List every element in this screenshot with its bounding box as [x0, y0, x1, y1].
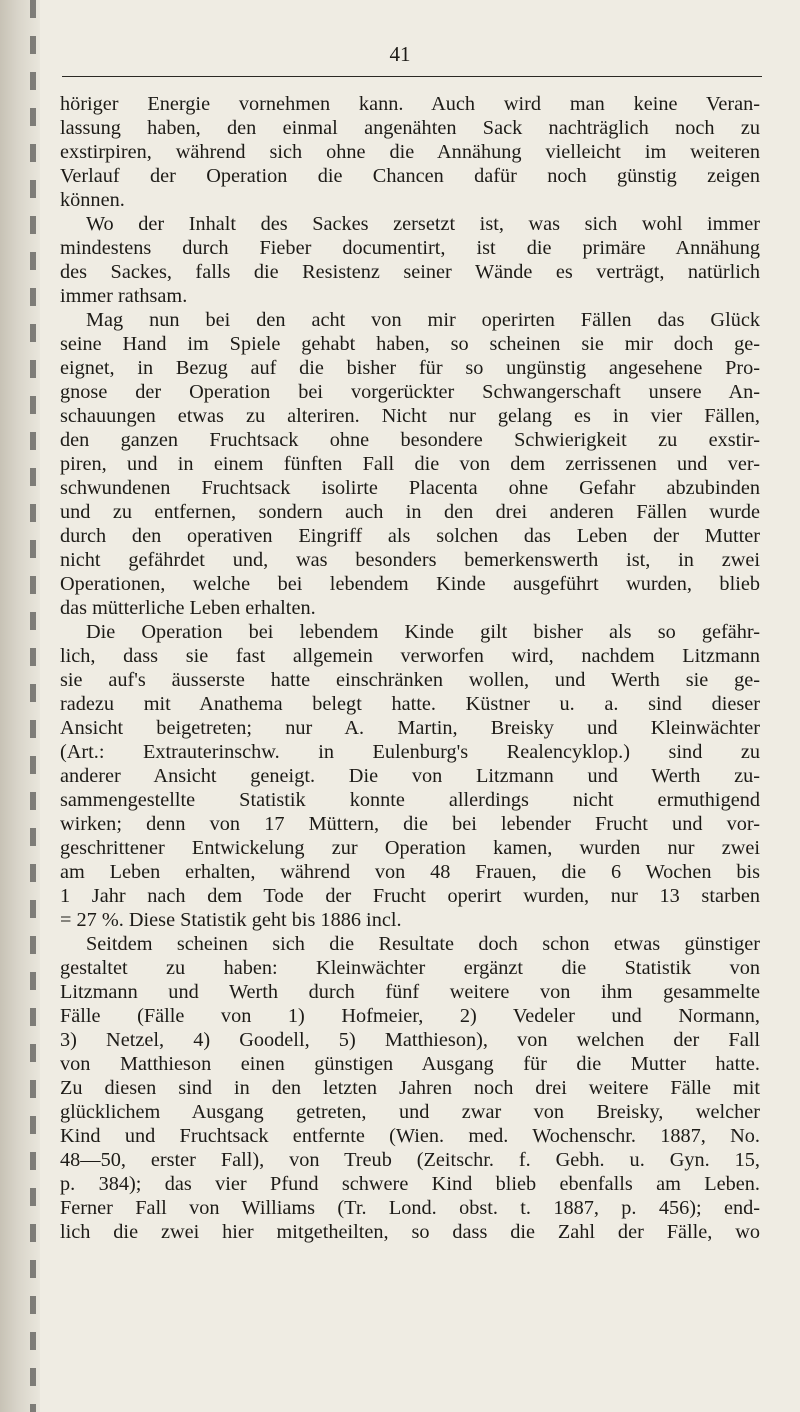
text-line: von Matthieson einen günstigen Ausgang für die Mutter hatte. [60, 1053, 760, 1075]
text-line: schwundenen Fruchtsack isolirte Placenta ohne Gefahr abzubinden [60, 477, 760, 499]
text-line: (Art.: Extrauterinschw. in Eulenburg's Realencyklop.) sind zu [60, 741, 760, 763]
text-line: Operationen, welche bei lebendem Kinde ausgeführt wurden, blieb [60, 573, 760, 595]
text-line: am Leben erhalten, während von 48 Frauen, die 6 Wochen bis [60, 861, 760, 883]
text-line: radezu mit Anathema belegt hatte. Küstner u. a. sind dieser [60, 693, 760, 715]
text-line: das mütterliche Leben erhalten. [60, 597, 316, 619]
text-line: können. [60, 189, 125, 211]
text-line: lassung haben, den einmal angenähten Sack nachträglich noch zu [60, 117, 760, 139]
text-line: höriger Energie vornehmen kann. Auch wird man keine Veran- [60, 93, 760, 115]
text-line: Verlauf der Operation die Chancen dafür noch günstig zeigen [60, 165, 760, 187]
page-binding-edge [0, 0, 40, 1412]
text-line: p. 384); das vier Pfund schwere Kind blieb ebenfalls am Leben. [60, 1173, 760, 1195]
text-line: glücklichem Ausgang getreten, und zwar von Breisky, welcher [60, 1101, 760, 1123]
text-line: durch den operativen Eingriff als solchen das Leben der Mutter [60, 525, 760, 547]
page-number: 41 [389, 42, 411, 66]
text-line: sammengestellte Statistik konnte allerdings nicht ermuthigend [60, 789, 760, 811]
body-text [60, 92, 760, 1244]
text-line: geschrittener Entwickelung zur Operation kamen, wurden nur zwei [60, 837, 760, 859]
text-line: Kind und Fruchtsack entfernte (Wien. med. Wochenschr. 1887, No. [60, 1125, 760, 1147]
text-line: Wo der Inhalt des Sackes zersetzt ist, was sich wohl immer [86, 213, 760, 235]
text-line: Die Operation bei lebendem Kinde gilt bisher als so gefähr- [86, 621, 760, 643]
text-line: immer rathsam. [60, 285, 188, 307]
text-line: 3) Netzel, 4) Goodell, 5) Matthieson), von welchen der Fall [60, 1029, 760, 1051]
header-rule [62, 76, 762, 77]
text-line: seine Hand im Spiele gehabt haben, so scheinen sie mir doch ge- [60, 333, 760, 355]
text-line: wirken; denn von 17 Müttern, die bei lebender Frucht und vor- [60, 813, 760, 835]
text-line: des Sackes, falls die Resistenz seiner Wände es verträgt, natürlich [60, 261, 760, 283]
text-line: Seitdem scheinen sich die Resultate doch schon etwas günstiger [86, 933, 760, 955]
text-line: nicht gefährdet und, was besonders bemerkenswerth ist, in zwei [60, 549, 760, 571]
text-line: eignet, in Bezug auf die bisher für so ungünstig angesehene Pro- [60, 357, 760, 379]
text-line: anderer Ansicht geneigt. Die von Litzmann und Werth zu- [60, 765, 760, 787]
text-line: sie auf's äusserste hatte einschränken wollen, und Werth sie ge- [60, 669, 760, 691]
text-line: gestaltet zu haben: Kleinwächter ergänzt die Statistik von [60, 957, 760, 979]
text-line: 48—50, erster Fall), von Treub (Zeitschr. f. Gebh. u. Gyn. 15, [60, 1149, 760, 1171]
text-line: Litzmann und Werth durch fünf weitere von ihm gesammelte [60, 981, 760, 1003]
text-line: Zu diesen sind in den letzten Jahren noch drei weitere Fälle mit [60, 1077, 760, 1099]
text-line: Ansicht beigetreten; nur A. Martin, Breisky und Kleinwächter [60, 717, 760, 739]
text-line: und zu entfernen, sondern auch in den drei anderen Fällen wurde [60, 501, 760, 523]
text-line: Mag nun bei den acht von mir operirten Fällen das Glück [86, 309, 760, 331]
text-line: lich die zwei hier mitgetheilten, so dass die Zahl der Fälle, wo [60, 1221, 760, 1243]
text-line: 1 Jahr nach dem Tode der Frucht operirt wurden, nur 13 starben [60, 885, 760, 907]
text-line: piren, und in einem fünften Fall die von dem zerrissenen und ver- [60, 453, 760, 475]
text-line: exstirpiren, während sich ohne die Annähung vielleicht im weiteren [60, 141, 760, 163]
text-line: schauungen etwas zu alteriren. Nicht nur gelang es in vier Fällen, [60, 405, 760, 427]
text-line: mindestens durch Fieber documentirt, ist die primäre Annähung [60, 237, 760, 259]
text-line: = 27 %. Diese Statistik geht bis 1886 incl. [60, 909, 402, 931]
text-line: Ferner Fall von Williams (Tr. Lond. obst. t. 1887, p. 456); end- [60, 1197, 760, 1219]
text-line: den ganzen Fruchtsack ohne besondere Schwierigkeit zu exstir- [60, 429, 760, 451]
text-line: lich, dass sie fast allgemein verworfen wird, nachdem Litzmann [60, 645, 760, 667]
text-line: gnose der Operation bei vorgerückter Schwangerschaft unsere An- [60, 381, 760, 403]
text-line: Fälle (Fälle von 1) Hofmeier, 2) Vedeler und Normann, [60, 1005, 760, 1027]
